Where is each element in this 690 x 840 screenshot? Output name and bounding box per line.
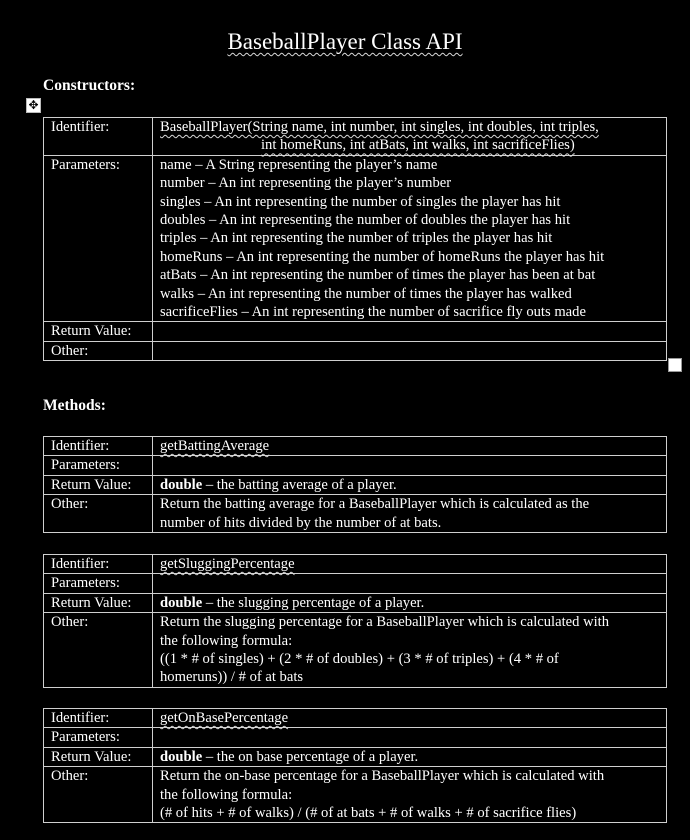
table-row — [44, 555, 667, 574]
table-row — [44, 613, 667, 688]
parameters-label: Parameters: — [44, 456, 153, 475]
return-description: – the on base percentage of a player. — [202, 748, 419, 765]
method-identifier — [153, 709, 667, 728]
other-label: Other: — [44, 767, 153, 823]
parameter-item: number – An int representing the player’s number — [160, 175, 452, 192]
table-row — [44, 767, 667, 823]
table-row — [44, 475, 667, 494]
other-line: Return the slugging percentage for a BaseballPlayer which is calculated with — [160, 614, 610, 631]
parameter-item: doubles – An int representing the number of doubles the player has hit — [160, 212, 571, 229]
table-row — [44, 709, 667, 728]
table-row — [44, 593, 667, 612]
method-other — [153, 767, 667, 823]
constructor-parameters — [153, 155, 667, 322]
parameter-item: triples – An int representing the number of triples the player has hit — [160, 230, 553, 247]
parameter-item: sacrificeFlies – An int representing the number of sacrifice fly outs made — [160, 304, 586, 321]
parameter-item: walks – An int representing the number of times the player has walked — [160, 285, 572, 302]
constructor-other — [153, 341, 667, 360]
constructor-identifier — [153, 118, 667, 156]
parameters-label: Parameters: — [44, 155, 153, 322]
constructor-table — [43, 117, 667, 361]
return-type: double — [160, 594, 203, 611]
method-other — [153, 613, 667, 688]
constructor-signature-line-2 — [160, 136, 660, 154]
page-title — [0, 28, 690, 56]
method-table-on-base-percentage — [43, 708, 667, 823]
table-move-handle-icon[interactable]: ✥ — [26, 98, 41, 113]
return-description: – the slugging percentage of a player. — [202, 594, 425, 611]
return-description: – the batting average of a player. — [202, 476, 397, 493]
return-type: double — [160, 748, 203, 765]
other-line: (# of hits + # of walks) / (# of at bats + # of walks + # of sacrifice flies) — [160, 805, 577, 822]
identifier-label: Identifier: — [44, 555, 153, 574]
table-row — [44, 155, 667, 322]
method-parameters — [153, 728, 667, 747]
identifier-label: Identifier: — [44, 709, 153, 728]
parameters-label: Parameters: — [44, 728, 153, 747]
other-line: homeruns)) / # of at bats — [160, 669, 304, 686]
method-return-value — [153, 593, 667, 612]
return-value-label: Return Value: — [44, 322, 153, 341]
parameter-item: singles – An int representing the number of singles the player has hit — [160, 193, 561, 210]
method-return-value — [153, 747, 667, 766]
constructor-signature-text-2: int homeRuns, int atBats, int walks, int sacrificeFlies) — [261, 137, 575, 154]
table-row — [44, 747, 667, 766]
page-title-text: BaseballPlayer Class API — [227, 29, 463, 54]
parameter-item: name – A String representing the player’s name — [160, 156, 438, 173]
other-line: Return the on-base percentage for a BaseballPlayer which is calculated with — [160, 768, 605, 785]
other-line: ((1 * # of singles) + (2 * # of doubles) + (3 * # of triples) + (4 * # of — [160, 651, 559, 668]
parameter-item: homeRuns – An int representing the number of homeRuns the player has hit — [160, 248, 605, 265]
other-line: number of hits divided by the number of at bats. — [160, 514, 442, 531]
identifier-label: Identifier: — [44, 437, 153, 456]
other-label: Other: — [44, 341, 153, 360]
method-table-slugging-percentage — [43, 554, 667, 688]
parameters-label: Parameters: — [44, 574, 153, 593]
method-parameters — [153, 574, 667, 593]
method-return-value — [153, 475, 667, 494]
method-table-batting-average — [43, 436, 667, 533]
parameter-item: atBats – An int representing the number of times the player has been at bat — [160, 267, 596, 284]
other-line: Return the batting average for a BaseballPlayer which is calculated as the — [160, 496, 590, 513]
method-identifier-text: getOnBasePercentage — [160, 710, 289, 726]
method-other — [153, 495, 667, 533]
identifier-label: Identifier: — [44, 118, 153, 156]
table-row — [44, 322, 667, 341]
table-resize-handle-icon[interactable] — [668, 358, 682, 372]
constructor-signature-line-1 — [160, 118, 660, 136]
method-parameters — [153, 456, 667, 475]
method-identifier — [153, 555, 667, 574]
table-row — [44, 495, 667, 533]
method-identifier — [153, 437, 667, 456]
return-value-label: Return Value: — [44, 747, 153, 766]
return-value-label: Return Value: — [44, 593, 153, 612]
table-row — [44, 574, 667, 593]
table-row — [44, 456, 667, 475]
methods-heading: Methods: — [43, 397, 106, 414]
return-type: double — [160, 476, 203, 493]
other-label: Other: — [44, 495, 153, 533]
table-row — [44, 437, 667, 456]
table-row — [44, 118, 667, 156]
constructors-heading: Constructors: — [43, 77, 136, 94]
return-value-label: Return Value: — [44, 475, 153, 494]
constructor-signature-text-1: BaseballPlayer(String name, int number, int singles, int doubles, int triples, — [160, 119, 599, 135]
other-line: the following formula: — [160, 632, 293, 649]
other-line: the following formula: — [160, 786, 293, 803]
other-label: Other: — [44, 613, 153, 688]
method-identifier-text: getSluggingPercentage — [160, 556, 295, 572]
table-row — [44, 341, 667, 360]
method-identifier-text: getBattingAverage — [160, 438, 270, 454]
constructor-return-value — [153, 322, 667, 341]
table-row — [44, 728, 667, 747]
